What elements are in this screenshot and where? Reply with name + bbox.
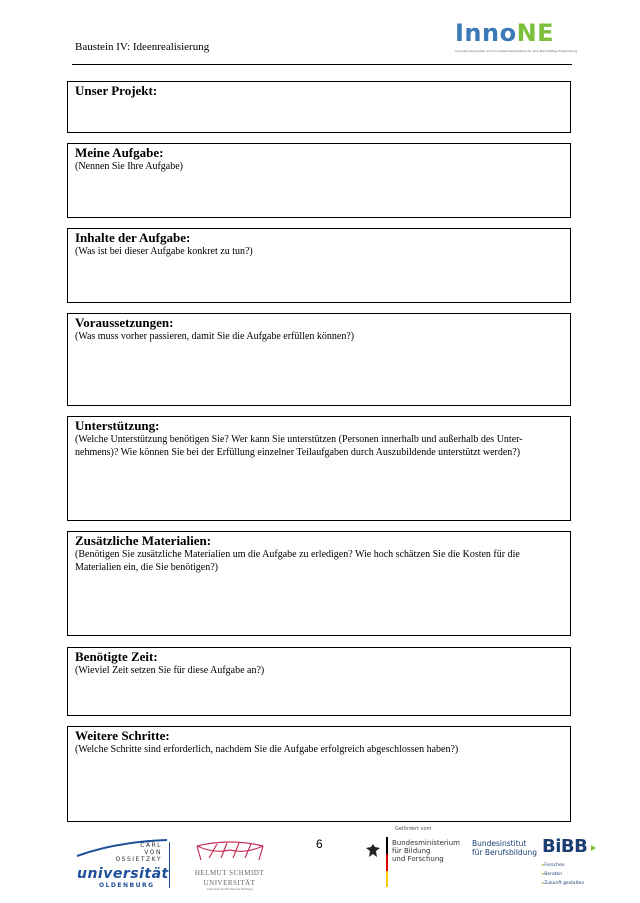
section-label: Inhalte der Aufgabe:	[75, 230, 191, 245]
section-hint: (Was ist bei dieser Aufgabe konkret zu tun?)	[75, 246, 253, 257]
bmbf-logo	[362, 826, 462, 890]
bibb-slogan: ▸ Zukunft gestalten	[542, 881, 584, 887]
uni-oldenburg-logo	[75, 838, 170, 889]
section-label: Meine Aufgabe:	[75, 145, 164, 160]
uol-line1: CARL	[140, 842, 162, 849]
section-time-needed[interactable]	[67, 647, 571, 716]
uol-line3: OSSIETZKY	[115, 856, 162, 863]
section-hint: (Benötigen Sie zusätzliche Materialien um die Aufgabe zu erledigen? Wie hoch schätzen Sie die Kosten für die Materialien ein, die Sie benötigen?)	[75, 549, 520, 573]
hsu-line1: HELMUT SCHMIDT	[194, 869, 265, 877]
logo-ne-text: NE	[516, 19, 555, 47]
section-hint: (Welche Schritte sind erforderlich, nachdem Sie die Aufgabe erfolgreich abgeschlossen haben?)	[75, 744, 459, 755]
section-next-steps[interactable]	[67, 726, 571, 822]
bibb-line1: Bundesinstitut	[472, 839, 527, 848]
page-number: 6	[316, 837, 323, 851]
bmbf-line1: Bundesministerium	[392, 839, 460, 847]
hsu-bridge-icon	[195, 840, 265, 862]
header-divider	[72, 64, 572, 65]
module-title: Baustein IV: Ideenrealisierung	[75, 41, 210, 53]
bibb-logo	[472, 836, 602, 892]
section-hint: (Nennen Sie Ihre Aufgabe)	[75, 161, 184, 172]
section-support[interactable]	[67, 416, 571, 521]
logo-inno-text: Inno	[455, 19, 517, 47]
section-project[interactable]	[67, 81, 571, 133]
funded-by-label: Gefördert vom	[395, 826, 432, 832]
section-label: Zusätzliche Materialien:	[75, 533, 212, 548]
bmbf-line3: und Forschung	[392, 855, 444, 863]
bibb-line2: für Berufsbildung	[472, 848, 537, 857]
federal-eagle-icon	[365, 843, 381, 859]
section-hint: (Wieviel Zeit setzen Sie für diese Aufgabe an?)	[75, 665, 265, 676]
hsu-logo	[182, 840, 277, 891]
logo-bar	[169, 842, 170, 888]
german-flag-bar	[386, 837, 388, 887]
section-prerequisites[interactable]	[67, 313, 571, 406]
section-label: Unterstützung:	[75, 418, 160, 433]
section-label: Benötigte Zeit:	[75, 649, 158, 664]
bibb-slogan: ▸ Forschen	[542, 863, 565, 869]
bibb-mark: BiBB	[542, 836, 588, 857]
hsu-sub: Universität der Bundeswehr Hamburg	[206, 887, 253, 891]
uol-city: OLDENBURG	[99, 882, 155, 889]
section-label: Voraussetzungen:	[75, 315, 174, 330]
section-my-task[interactable]	[67, 143, 571, 218]
section-hint: (Welche Unterstützung benötigen Sie? Wer kann Sie unterstützen (Personen innerhalb und außerhalb des Unter-nehmens)? Wie können Sie bei der Erfüllung einzelner Teilaufgaben durch Auszubildende unterstützt werden?)	[75, 434, 523, 458]
section-task-contents[interactable]	[67, 228, 571, 303]
hsu-line2: UNIVERSITÄT	[203, 879, 256, 887]
uol-line2: VON	[144, 849, 162, 856]
bibb-slogan: ▸ Beraten	[542, 872, 562, 878]
section-label: Weitere Schritte:	[75, 728, 170, 743]
bmbf-line2: für Bildung	[392, 847, 431, 855]
uol-university: universität	[77, 866, 169, 882]
bibb-arrow-icon	[591, 845, 596, 851]
section-hint: (Was muss vorher passieren, damit Sie die Aufgabe erfüllen können?)	[75, 331, 355, 342]
innone-logo	[455, 19, 578, 62]
section-materials[interactable]	[67, 531, 571, 636]
logo-tagline: Innovationsprojekte und Innovationskompetenz für eine Nachhaltige Entwicklung	[455, 49, 578, 53]
section-label: Unser Projekt:	[75, 83, 158, 98]
